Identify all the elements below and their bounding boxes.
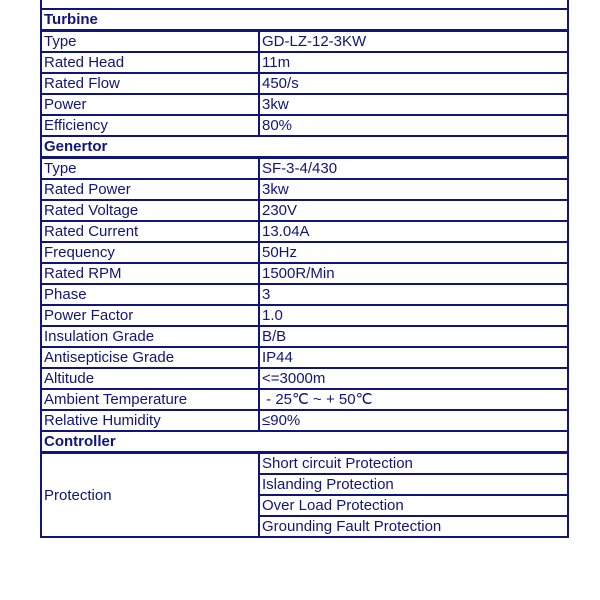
spec-label: Relative Humidity — [41, 410, 259, 431]
spec-value: 3 — [259, 284, 568, 305]
table-row — [41, 31, 568, 53]
spec-value: B/B — [259, 326, 568, 347]
spec-label: Rated RPM — [41, 263, 259, 284]
table-title-cell — [41, 0, 568, 9]
protection-item: Grounding Fault Protection — [259, 516, 568, 537]
spec-value: 230V — [259, 200, 568, 221]
spec-value: 11m — [259, 52, 568, 73]
table-row — [41, 200, 568, 221]
spec-label: Efficiency — [41, 115, 259, 136]
table-row — [41, 347, 568, 368]
spec-label: Power Factor — [41, 305, 259, 326]
spec-label: Power — [41, 94, 259, 115]
table-row — [41, 368, 568, 389]
protection-item: Short circuit Protection — [259, 453, 568, 475]
table-row — [41, 73, 568, 94]
section-title: Controller — [41, 431, 568, 453]
spec-label: Type — [41, 158, 259, 180]
protection-item: Over Load Protection — [259, 495, 568, 516]
protection-label: Protection — [41, 453, 259, 538]
spec-label: Rated Head — [41, 52, 259, 73]
table-row — [41, 263, 568, 284]
spec-value: 450/s — [259, 73, 568, 94]
spec-value: 80% — [259, 115, 568, 136]
spec-label: Rated Power — [41, 179, 259, 200]
table-row — [41, 221, 568, 242]
spec-label: Antisepticise Grade — [41, 347, 259, 368]
table-row — [41, 410, 568, 431]
table-row — [41, 242, 568, 263]
spec-sheet — [40, 0, 567, 538]
spec-value: 50Hz — [259, 242, 568, 263]
section-header-generator — [41, 136, 568, 158]
section-title: Genertor — [41, 136, 568, 158]
table-row — [41, 453, 568, 475]
spec-table — [40, 0, 569, 538]
spec-value: 1.0 — [259, 305, 568, 326]
section-title: Turbine — [41, 9, 568, 31]
spec-label: Type — [41, 31, 259, 53]
spec-label: Rated Voltage — [41, 200, 259, 221]
spec-value: 3kw — [259, 94, 568, 115]
spec-value: ≤90% — [259, 410, 568, 431]
spec-value: IP44 — [259, 347, 568, 368]
spec-value: <=3000m — [259, 368, 568, 389]
table-row — [41, 326, 568, 347]
spec-value: 3kw — [259, 179, 568, 200]
spec-value: SF-3-4/430 — [259, 158, 568, 180]
spec-value: 1500R/Min — [259, 263, 568, 284]
spec-label: Phase — [41, 284, 259, 305]
table-row — [41, 52, 568, 73]
spec-label: Rated Current — [41, 221, 259, 242]
spec-label: Rated Flow — [41, 73, 259, 94]
spec-value: 13.04A — [259, 221, 568, 242]
table-row — [41, 305, 568, 326]
spec-value: GD-LZ-12-3KW — [259, 31, 568, 53]
spec-label: Frequency — [41, 242, 259, 263]
section-header-controller — [41, 431, 568, 453]
table-row — [41, 115, 568, 136]
spec-value: - 25℃ ~ + 50℃ — [259, 389, 568, 410]
spec-label: Ambient Temperature — [41, 389, 259, 410]
spec-label: Altitude — [41, 368, 259, 389]
table-row — [41, 389, 568, 410]
table-row — [41, 179, 568, 200]
table-row — [41, 158, 568, 180]
table-row — [41, 284, 568, 305]
table-title-row — [41, 0, 568, 9]
section-header-turbine — [41, 9, 568, 31]
protection-item: Islanding Protection — [259, 474, 568, 495]
spec-label: Insulation Grade — [41, 326, 259, 347]
table-row — [41, 94, 568, 115]
